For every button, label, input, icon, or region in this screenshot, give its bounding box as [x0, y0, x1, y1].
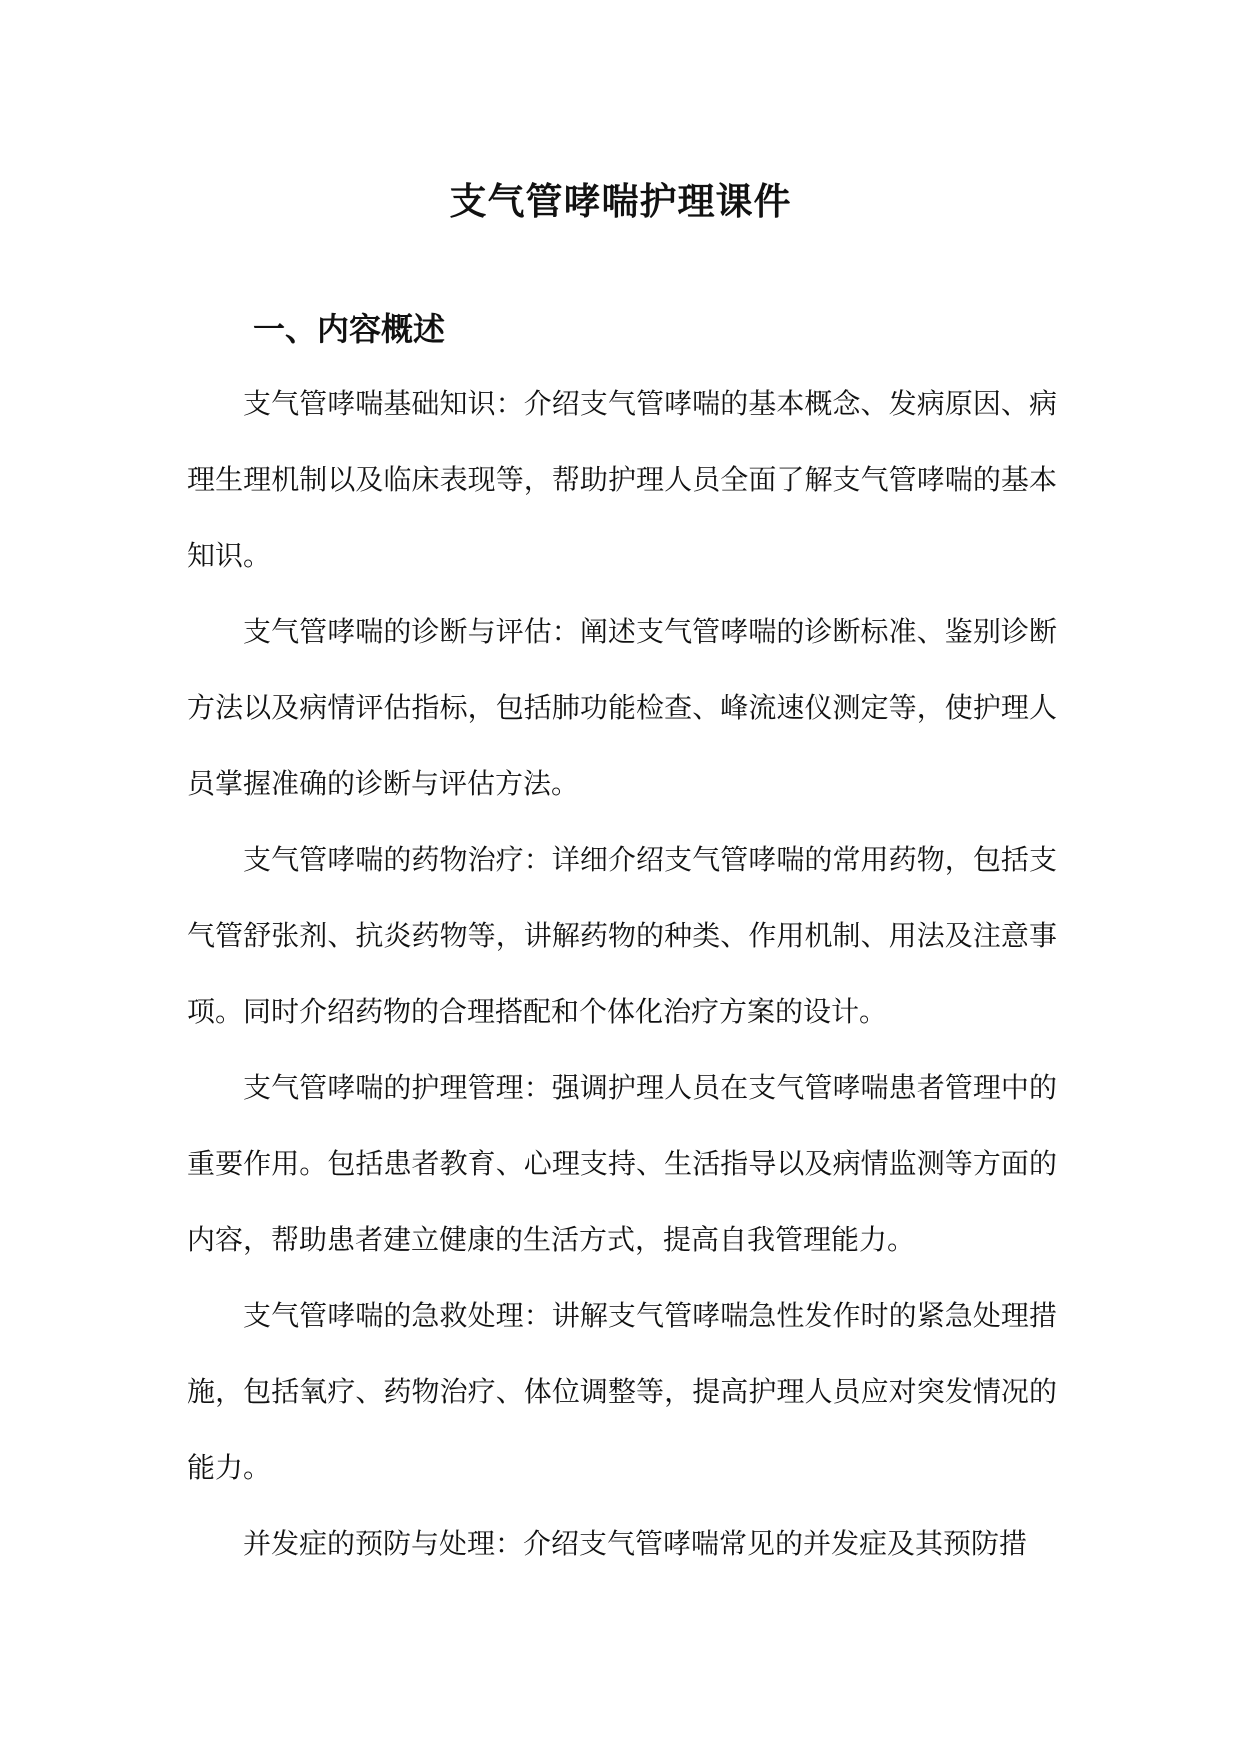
- paragraph-diagnosis: 支气管哮喘的诊断与评估：阐述支气管哮喘的诊断标准、鉴别诊断方法以及病情评估指标，包括肺功能检查、峰流速仪测定等，使护理人员掌握准确的诊断与评估方法。: [187, 615, 1057, 800]
- page-title: 支气管哮喘护理课件: [449, 178, 792, 223]
- paragraph-complications: 并发症的预防与处理：介绍支气管哮喘常见的并发症及其预防措: [243, 1527, 1028, 1560]
- paragraph-nursing-management: 支气管哮喘的护理管理：强调护理人员在支气管哮喘患者管理中的重要作用。包括患者教育、心理支持、生活指导以及病情监测等方面的内容，帮助患者建立健康的生活方式，提高自我管理能力。: [187, 1071, 1057, 1256]
- paragraph-emergency: 支气管哮喘的急救处理：讲解支气管哮喘急性发作时的紧急处理措施，包括氧疗、药物治疗、体位调整等，提高护理人员应对突发情况的能力。: [187, 1299, 1057, 1484]
- paragraph-medication: 支气管哮喘的药物治疗：详细介绍支气管哮喘的常用药物，包括支气管舒张剂、抗炎药物等，讲解药物的种类、作用机制、用法及注意事项。同时介绍药物的合理搭配和个体化治疗方案的设计。: [187, 843, 1057, 1028]
- body-text: [187, 366, 1057, 1582]
- section-heading: 一、内容概述: [253, 309, 446, 348]
- paragraph-basics: 支气管哮喘基础知识：介绍支气管哮喘的基本概念、发病原因、病理生理机制以及临床表现等，帮助护理人员全面了解支气管哮喘的基本知识。: [187, 387, 1057, 572]
